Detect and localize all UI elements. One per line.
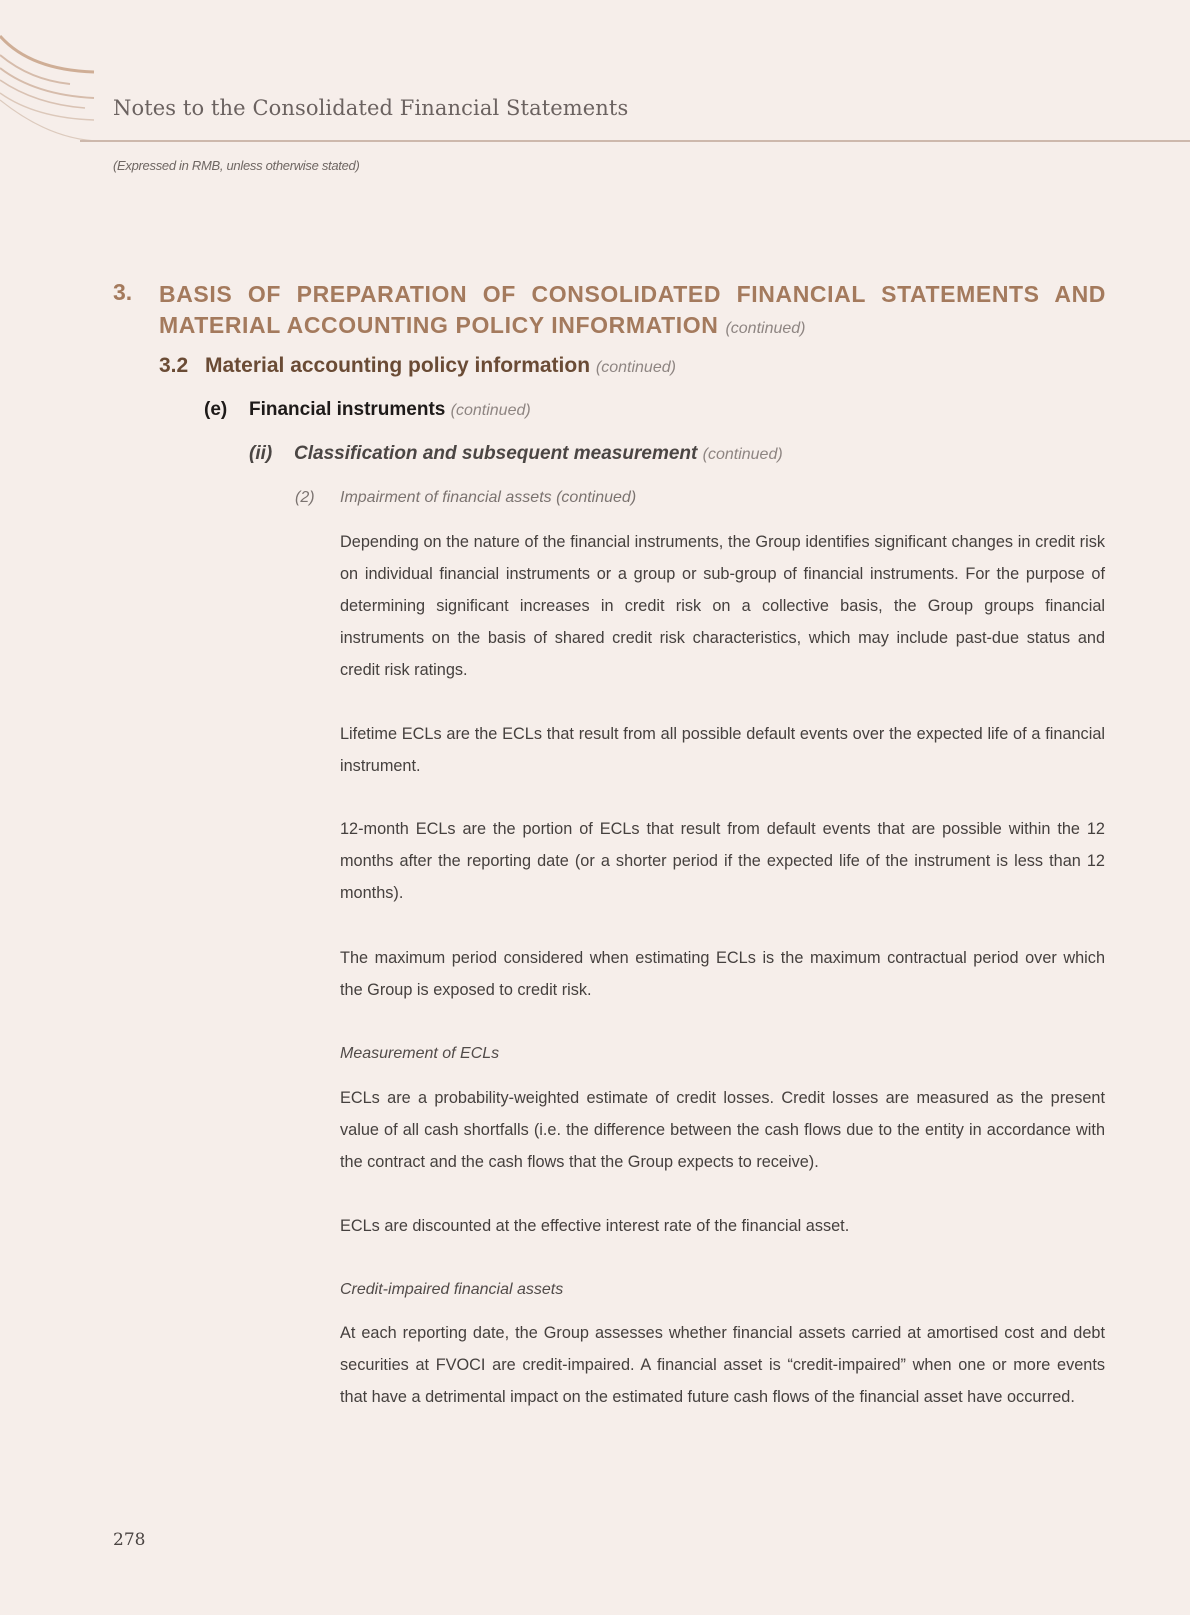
currency-note: (Expressed in RMB, unless otherwise stated) xyxy=(113,158,360,173)
item-2-title: Impairment of financial assets (continued) xyxy=(340,489,637,506)
paragraph-ecl-discounting: ECLs are discounted at the effective interest rate of the financial asset. xyxy=(340,1217,850,1235)
heading-measurement-of-ecls: Measurement of ECLs xyxy=(340,1045,500,1062)
heading-credit-impaired-assets: Credit-impaired financial assets xyxy=(340,1281,564,1298)
item-e-label: (e) xyxy=(204,399,228,420)
paragraph-ecl-measurement: ECLs are a probability-weighted estimate of credit losses. Credit losses are measured as the present value of all cash shortfalls (i.e. the difference between the cash flows due to the entity in accordance with the contract and the cash flows that the Group expects to receive). xyxy=(340,1089,1105,1171)
subsection-number: 3.2 xyxy=(159,354,189,377)
paragraph-maximum-period: The maximum period considered when estimating ECLs is the maximum contractual period over which the Group is exposed to credit risk. xyxy=(340,949,1105,999)
item-e-heading xyxy=(204,399,531,421)
section-title xyxy=(159,279,1106,344)
subsection-heading xyxy=(159,354,676,378)
decorative-arcs-icon xyxy=(0,0,100,150)
page-number: 278 xyxy=(113,1530,146,1550)
continued-label: (continued) xyxy=(595,359,676,376)
header-divider xyxy=(80,140,1190,142)
paragraph-12-month-ecls: 12-month ECLs are the portion of ECLs that result from default events that are possible within the 12 months after the reporting date (or a shorter period if the expected life of the instrument is less than 12 months). xyxy=(340,820,1105,902)
item-2-heading xyxy=(295,489,636,507)
item-ii-label: (ii) xyxy=(249,443,273,464)
item-e-title: Financial instruments xyxy=(249,399,446,420)
paragraph-lifetime-ecls: Lifetime ECLs are the ECLs that result from all possible default events over the expected life of a financial instrument. xyxy=(340,725,1105,775)
continued-label: (continued) xyxy=(725,320,806,337)
continued-label: (continued) xyxy=(702,446,783,463)
paragraph-credit-impaired: At each reporting date, the Group assesses whether financial assets carried at amortised cost and debt securities at FVOCI are credit-impaired. A financial asset is “credit-impaired” when one or more events that have a detrimental impact on the estimated future cash flows of the financial asset have occurred. xyxy=(340,1324,1105,1406)
section-number: 3. xyxy=(113,279,133,305)
paragraph-credit-risk-groups: Depending on the nature of the financial instruments, the Group identifies significant changes in credit risk on individual financial instruments or a group or sub-group of financial instruments. For the purpose of determining significant increases in credit risk on a collective basis, the Group groups financial instruments on the basis of shared credit risk characteristics, which may include past-due status and credit risk ratings. xyxy=(340,533,1105,679)
section-title-text: BASIS OF PREPARATION OF CONSOLIDATED FINANCIAL STATEMENTS AND MATERIAL ACCOUNTING POLICY INFORMATION xyxy=(159,281,1106,338)
item-ii-title: Classification and subsequent measurement xyxy=(294,443,698,464)
item-2-label: (2) xyxy=(295,489,315,506)
subsection-title: Material accounting policy information xyxy=(205,354,591,377)
continued-label: (continued) xyxy=(450,402,531,419)
running-header-title: Notes to the Consolidated Financial Statements xyxy=(113,96,629,120)
item-ii-heading xyxy=(249,443,783,465)
